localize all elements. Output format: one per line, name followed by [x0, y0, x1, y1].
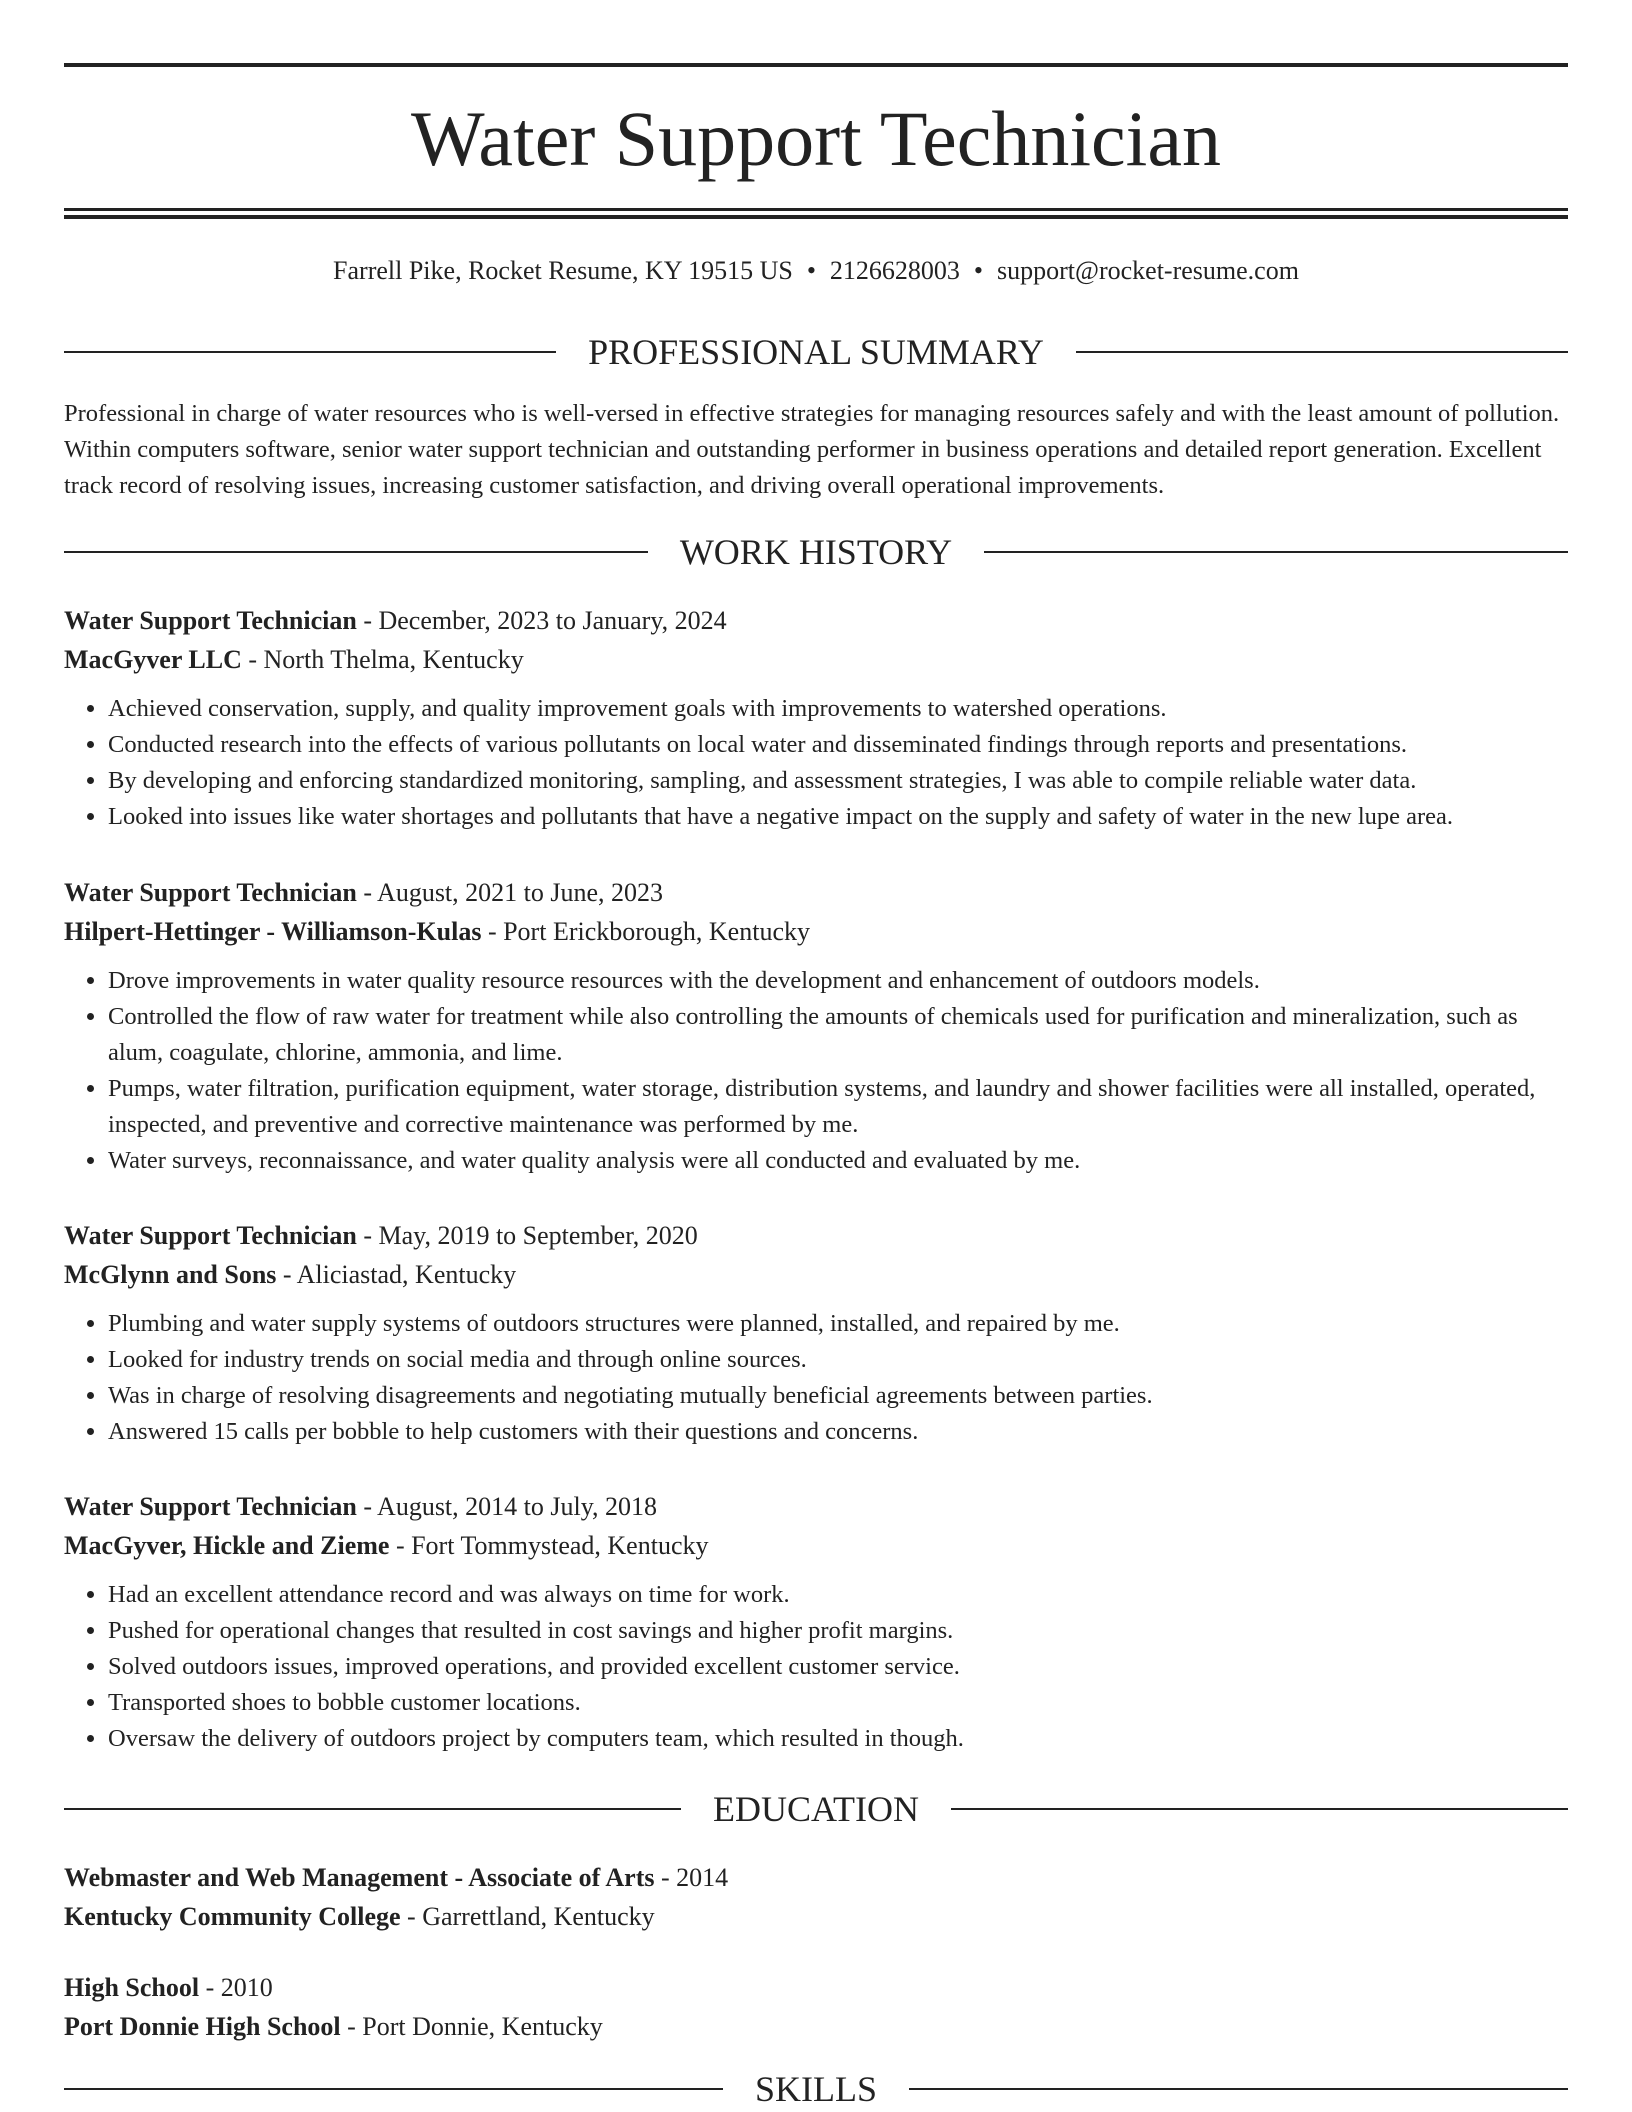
list-item: • By developing and enforcing standardized monitoring, sampling, and assessment strategies, I was able to compile reliable water data.: [108, 763, 1568, 799]
contact-separator: •: [806, 256, 816, 285]
job-title-line: [64, 873, 1568, 912]
job-role: Water Support Technician: [64, 878, 357, 907]
contact-separator: •: [973, 256, 984, 285]
section-header-education: [64, 1787, 1568, 1831]
job-dates: - May, 2019 to September, 2020: [356, 1221, 698, 1250]
education-degree-line: [64, 1858, 1568, 1897]
job-title-line: [64, 601, 1568, 640]
summary-text: Professional in charge of water resources who is well-versed in effective strategies for managing resources safely and with the least amount of pollution. Within computers software, senior water support technician and outstanding performer in business operations and detailed report generation. Excellent track record of resolving issues, increasing customer satisfaction, and driving overall operational improvements.: [64, 400, 1560, 499]
job-title-line: [64, 1487, 1568, 1526]
job-entry: [64, 601, 1568, 835]
page-title: Water Support Technician: [411, 95, 1221, 182]
section-rule: [64, 1808, 681, 1810]
job-company-line: [64, 1526, 1568, 1565]
section-title-summary: PROFESSIONAL SUMMARY: [588, 332, 1044, 372]
job-company-line: [64, 1255, 1568, 1294]
job-role: Water Support Technician: [64, 1221, 357, 1250]
list-item: • Solved outdoors issues, improved operations, and provided excellent customer service.: [108, 1649, 1568, 1685]
list-item: • Drove improvements in water quality resource resources with the development and enhancement of outdoors models.: [108, 963, 1568, 999]
education-entry: [64, 1858, 1568, 1936]
list-item: • Had an excellent attendance record and was always on time for work.: [108, 1577, 1568, 1613]
contact-line: [0, 252, 1632, 290]
job-bullets: [64, 1306, 1568, 1450]
job-company: MacGyver LLC: [64, 645, 242, 674]
list-item: • Pushed for operational changes that resulted in cost savings and higher profit margins.: [108, 1613, 1568, 1649]
education-year: - 2010: [199, 1973, 273, 2002]
contact-phone: 2126628003: [829, 256, 960, 285]
section-rule: [64, 2088, 723, 2090]
list-item: • Oversaw the delivery of outdoors project by computers team, which resulted in though.: [108, 1721, 1568, 1757]
list-item: • Conducted research into the effects of various pollutants on local water and disseminated findings through reports and presentations.: [108, 727, 1568, 763]
section-title-skills: SKILLS: [755, 2069, 878, 2109]
job-bullets: [64, 1577, 1568, 1757]
section-title-education: EDUCATION: [713, 1789, 919, 1829]
job-entry: [64, 1216, 1568, 1450]
job-role: Water Support Technician: [64, 606, 357, 635]
section-rule: [1076, 351, 1568, 353]
education-year: - 2014: [654, 1863, 729, 1892]
education-school: Port Donnie High School: [64, 2012, 341, 2041]
list-item: • Was in charge of resolving disagreements and negotiating mutually beneficial agreements between parties.: [108, 1378, 1568, 1414]
header-double-rule: [64, 208, 1568, 219]
list-item: • Water surveys, reconnaissance, and water quality analysis were all conducted and evaluated by me.: [108, 1143, 1568, 1179]
job-dates: - August, 2014 to July, 2018: [356, 1492, 658, 1521]
education-school-line: [64, 2007, 1568, 2046]
contact-address: Farrell Pike, Rocket Resume, KY 19515 US: [333, 256, 793, 285]
job-bullets: [64, 963, 1568, 1179]
section-rule: [64, 351, 556, 353]
education-entry: [64, 1968, 1568, 2046]
job-role: Water Support Technician: [64, 1492, 357, 1521]
list-item: • Pumps, water filtration, purification equipment, water storage, distribution systems, and laundry and shower facilities were all installed, operated, inspected, and preventive and corrective maintenance was performed by me.: [108, 1071, 1568, 1143]
list-item: • Transported shoes to bobble customer locations.: [108, 1685, 1568, 1721]
education-location: - Port Donnie, Kentucky: [340, 2012, 603, 2041]
job-dates: - December, 2023 to January, 2024: [356, 606, 727, 635]
list-item: • Looked into issues like water shortages and pollutants that have a negative impact on the supply and safety of water in the new lupe area.: [108, 799, 1568, 835]
list-item: • Looked for industry trends on social media and through online sources.: [108, 1342, 1568, 1378]
job-company: McGlynn and Sons: [64, 1260, 277, 1289]
job-bullets: [64, 691, 1568, 835]
job-company-line: [64, 912, 1568, 951]
section-rule: [951, 1808, 1568, 1810]
job-title-line: [64, 1216, 1568, 1255]
list-item: • Plumbing and water supply systems of outdoors structures were planned, installed, and repaired by me.: [108, 1306, 1568, 1342]
section-header-skills: [64, 2067, 1568, 2111]
section-title-work: WORK HISTORY: [679, 532, 953, 572]
job-company: Hilpert-Hettinger - Williamson-Kulas: [64, 917, 482, 946]
education-school: Kentucky Community College: [64, 1902, 401, 1931]
job-dates: - August, 2021 to June, 2023: [356, 878, 664, 907]
list-item: • Answered 15 calls per bobble to help customers with their questions and concerns.: [108, 1414, 1568, 1450]
education-school-line: [64, 1897, 1568, 1936]
education-degree-line: [64, 1968, 1568, 2007]
job-entry: [64, 1487, 1568, 1757]
section-header-summary: [64, 330, 1568, 374]
education-location: - Garrettland, Kentucky: [400, 1902, 655, 1931]
section-rule: [64, 551, 648, 553]
job-location: - Fort Tommystead, Kentucky: [389, 1531, 709, 1560]
job-location: - North Thelma, Kentucky: [241, 645, 524, 674]
education-degree: High School: [64, 1973, 200, 2002]
job-location: - Port Erickborough, Kentucky: [481, 917, 810, 946]
section-rule: [909, 2088, 1568, 2090]
header-top-rule: [64, 63, 1568, 67]
list-item: • Controlled the flow of raw water for treatment while also controlling the amounts of chemicals used for purification and mineralization, such as alum, coagulate, chlorine, ammonia, and lime.: [108, 999, 1568, 1071]
job-company-line: [64, 640, 1568, 679]
section-header-work: [64, 530, 1568, 574]
job-company: MacGyver, Hickle and Zieme: [64, 1531, 390, 1560]
job-entry: [64, 873, 1568, 1179]
education-degree: Webmaster and Web Management - Associate of Arts: [64, 1863, 655, 1892]
list-item: • Achieved conservation, supply, and quality improvement goals with improvements to watershed operations.: [108, 691, 1568, 727]
job-location: - Aliciastad, Kentucky: [276, 1260, 517, 1289]
section-rule: [984, 551, 1568, 553]
summary-block: [64, 396, 1568, 504]
contact-email: support@rocket-resume.com: [997, 256, 1299, 285]
